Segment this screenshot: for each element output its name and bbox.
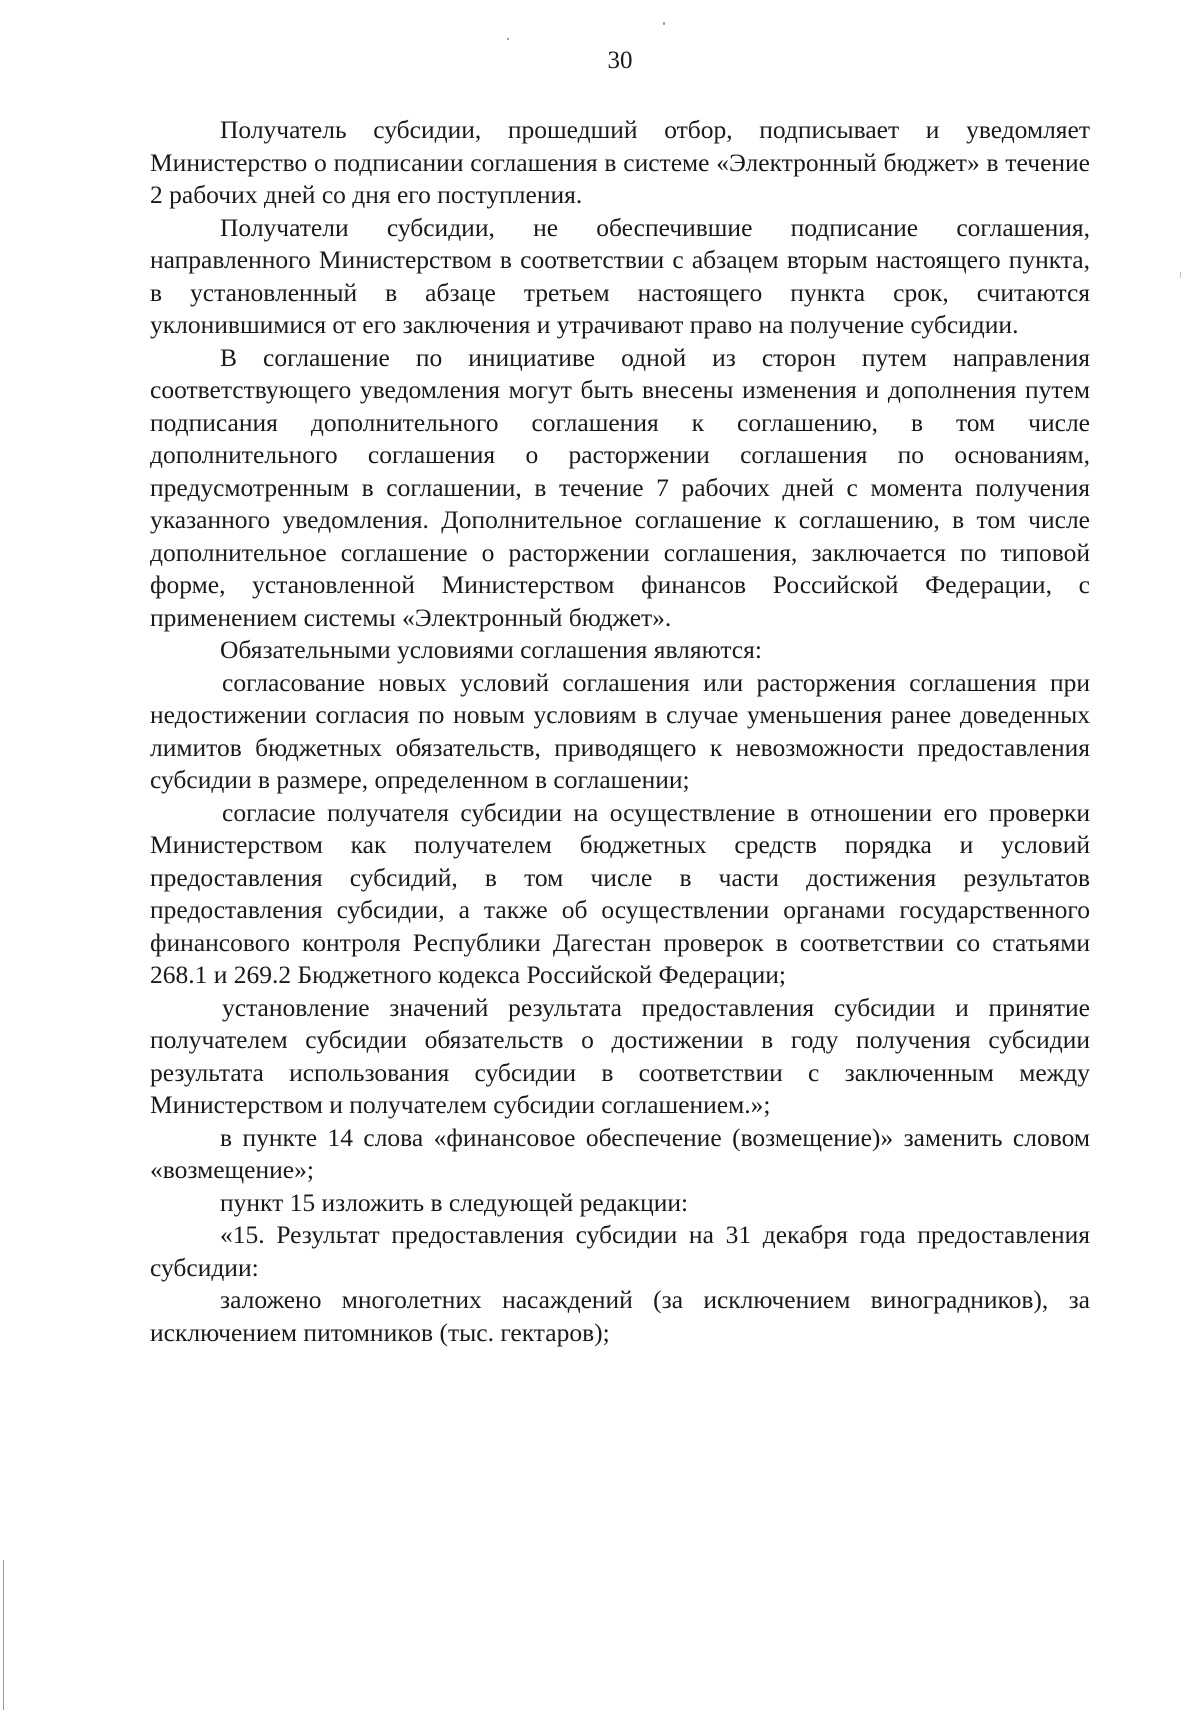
paragraph-amendments: В соглашение по инициативе одной из сторон путем направления соответствующего уведомления могут быть внесены изменения и дополнения путем подписания дополнительного соглашения к соглашению, в том числе дополнительного соглашения о расторжении соглашения по основаниям, предусмотренным в соглашении, в течение 7 рабочих дней с момента получения указанного уведомления. Дополнительное соглашение к соглашению, в том числе дополнительное соглашение о расторжении соглашения, заключается по типовой форме, установленной Министерством финансов Российской Федерации, с применением системы «Электронный бюджет». [150, 342, 1090, 632]
paragraph-evasion: Получатели субсидии, не обеспечившие подписание соглашения, направленного Министерством в соответствии с абзацем вторым настоящего пункта, в установленный в абзаце третьем настоящего пункта срок, считаются уклонившимися от его заключения и утрачивают право на получение субсидии. [150, 212, 1090, 339]
scan-speck [663, 22, 665, 25]
document-body [150, 114, 1090, 1349]
paragraph-condition-audit-consent: согласие получателя субсидии на осуществление в отношении его проверки Министерством как получателем бюджетных средств порядка и условий предоставления субсидий, в том числе в части достижения результатов предоставления субсидии, а также об осуществлении органами государственного финансового контроля Республики Дагестан проверок в соответствии со статьями 268.1 и 269.2 Бюджетного кодекса Российской Федерации; [150, 797, 1090, 989]
paragraph-item-14: в пункте 14 слова «финансовое обеспечение (возмещение)» заменить словом «возмещение»; [150, 1122, 1090, 1184]
paragraph-perennial-plantings: заложено многолетних насаждений (за исключением виноградников), за исключением питомников (тыс. гектаров); [150, 1285, 1090, 1347]
page-number: 30 [607, 47, 633, 74]
paragraph-signing-notice: Получатель субсидии, прошедший отбор, подписывает и уведомляет Министерство о подписании соглашения в системе «Электронный бюджет» в течение 2 рабочих дней со дня его поступления. [150, 115, 1090, 209]
scan-speck [1180, 272, 1181, 278]
paragraph-item-15-result: «15. Результат предоставления субсидии на 31 декабря года предоставления субсидии: [150, 1220, 1090, 1282]
paragraph-condition-new-terms: согласование новых условий соглашения или расторжения соглашения при недостижении согласия по новым условиям в случае уменьшения ранее доведенных лимитов бюджетных обязательств, приводящего к невозможности предоставления субсидии в размере, определенном в соглашении; [150, 667, 1090, 794]
paragraph-item-15-intro: пункт 15 изложить в следующей редакции: [220, 1187, 689, 1217]
paragraph-condition-result-values: установление значений результата предоставления субсидии и принятие получателем субсидии обязательств о достижении в году получения субсидии результата использования субсидии в соответствии с заключенным между Министерством и получателем субсидии соглашением.»; [150, 992, 1090, 1119]
scan-edge-line [3, 1560, 4, 1710]
scan-speck [507, 38, 509, 40]
paragraph-mandatory-conditions: Обязательными условиями соглашения являются: [220, 635, 762, 664]
